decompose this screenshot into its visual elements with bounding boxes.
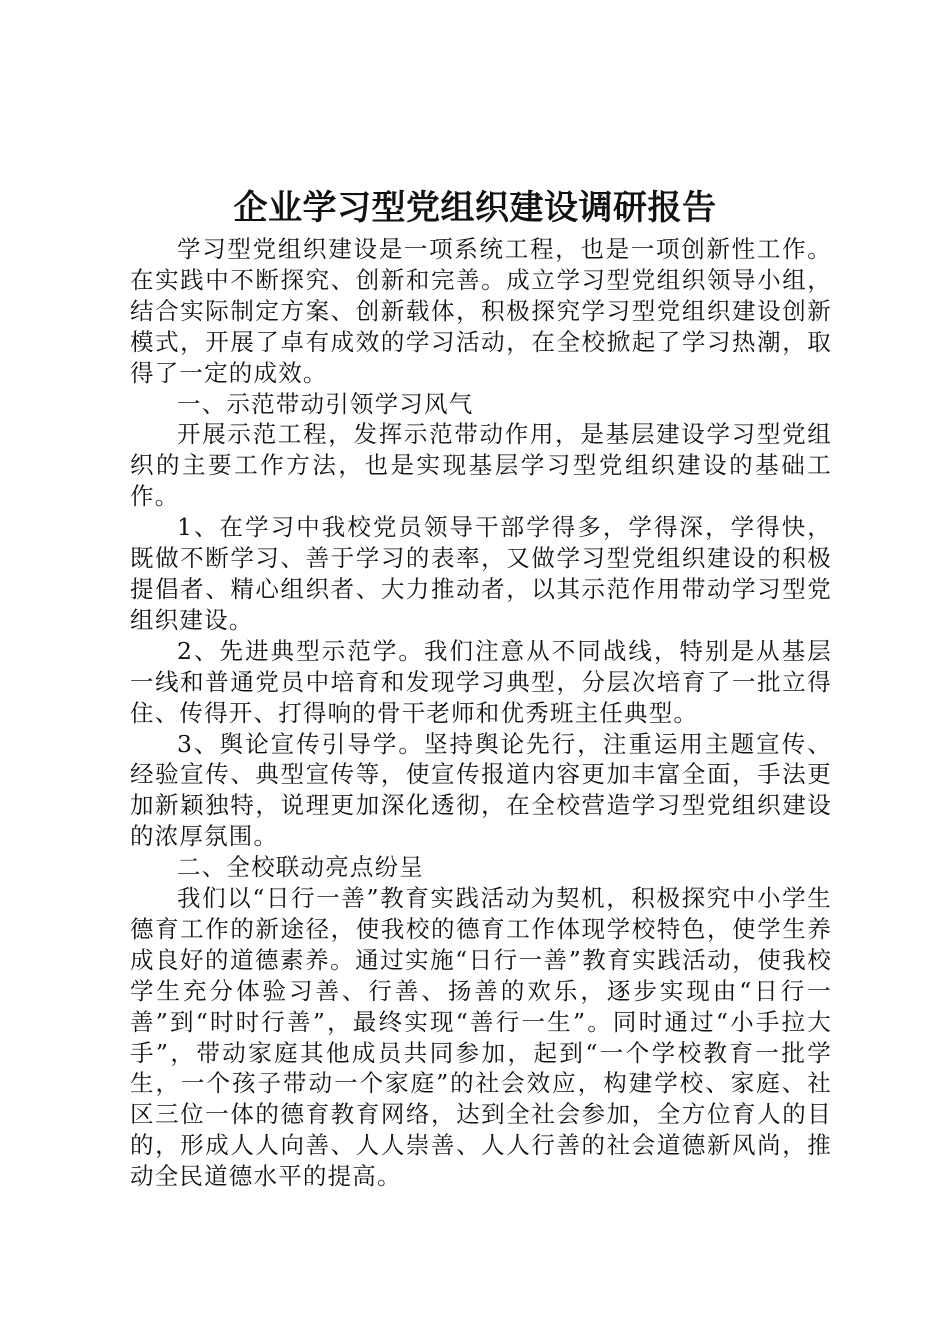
document-title: 企业学习型党组织建设调研报告 <box>233 188 717 228</box>
section-heading-1: 一、示范带动引领学习风气 <box>177 389 474 418</box>
paragraph-intro: 学习型党组织建设是一项系统工程，也是一项创新性工作。在实践中不断探究、创新和完善。成立学习型党组织领导小组，结合实际制定方案、创新载体，积极探究学习型党组织建设创新模式，开展了卓有成效的学习活动，在全校掀起了学习热潮，取得了一定的成效。 <box>130 235 832 387</box>
paragraph-section-1-intro: 开展示范工程，发挥示范带动作用，是基层建设学习型党组织的主要工作方法，也是实现基层学习型党组织建设的基础工作。 <box>130 420 832 511</box>
paragraph-item-3: 3、舆论宣传引导学。坚持舆论先行，注重运用主题宣传、经验宣传、典型宣传等，使宣传报道内容更加丰富全面，手法更加新颖独特，说理更加深化透彻，在全校营造学习型党组织建设的浓厚氛围。 <box>130 729 832 851</box>
paragraph-item-1: 1、在学习中我校党员领导干部学得多，学得深，学得快，既做不断学习、善于学习的表率，又做学习型党组织建设的积极提倡者、精心组织者、大力推动者，以其示范作用带动学习型党组织建设。 <box>130 513 832 634</box>
document-body <box>130 234 832 1192</box>
paragraph-item-2: 2、先进典型示范学。我们注意从不同战线，特别是从基层一线和普通党员中培育和发现学习典型，分层次培育了一批立得住、传得开、打得响的骨干老师和优秀班主任典型。 <box>130 636 832 727</box>
paragraph-section-2-body: 我们以“日行一善”教育实践活动为契机，积极探究中小学生德育工作的新途径，使我校的德育工作体现学校特色，使学生养成良好的道德素养。通过实施“日行一善”教育实践活动，使我校学生充分体验习善、行善、扬善的欢乐，逐步实现由“日行一善”到“时时行善”，最终实现“善行一生”。同时通过“小手拉大手”，带动家庭其他成员共同参加，起到“一个学校教育一批学生，一个孩子带动一个家庭”的社会效应，构建学校、家庭、社区三位一体的德育教育网络，达到全社会参加，全方位育人的目的，形成人人向善、人人崇善、人人行善的社会道德新风尚，推动全民道德水平的提高。 <box>130 884 832 1191</box>
section-heading-2: 二、全校联动亮点纷呈 <box>177 853 424 882</box>
